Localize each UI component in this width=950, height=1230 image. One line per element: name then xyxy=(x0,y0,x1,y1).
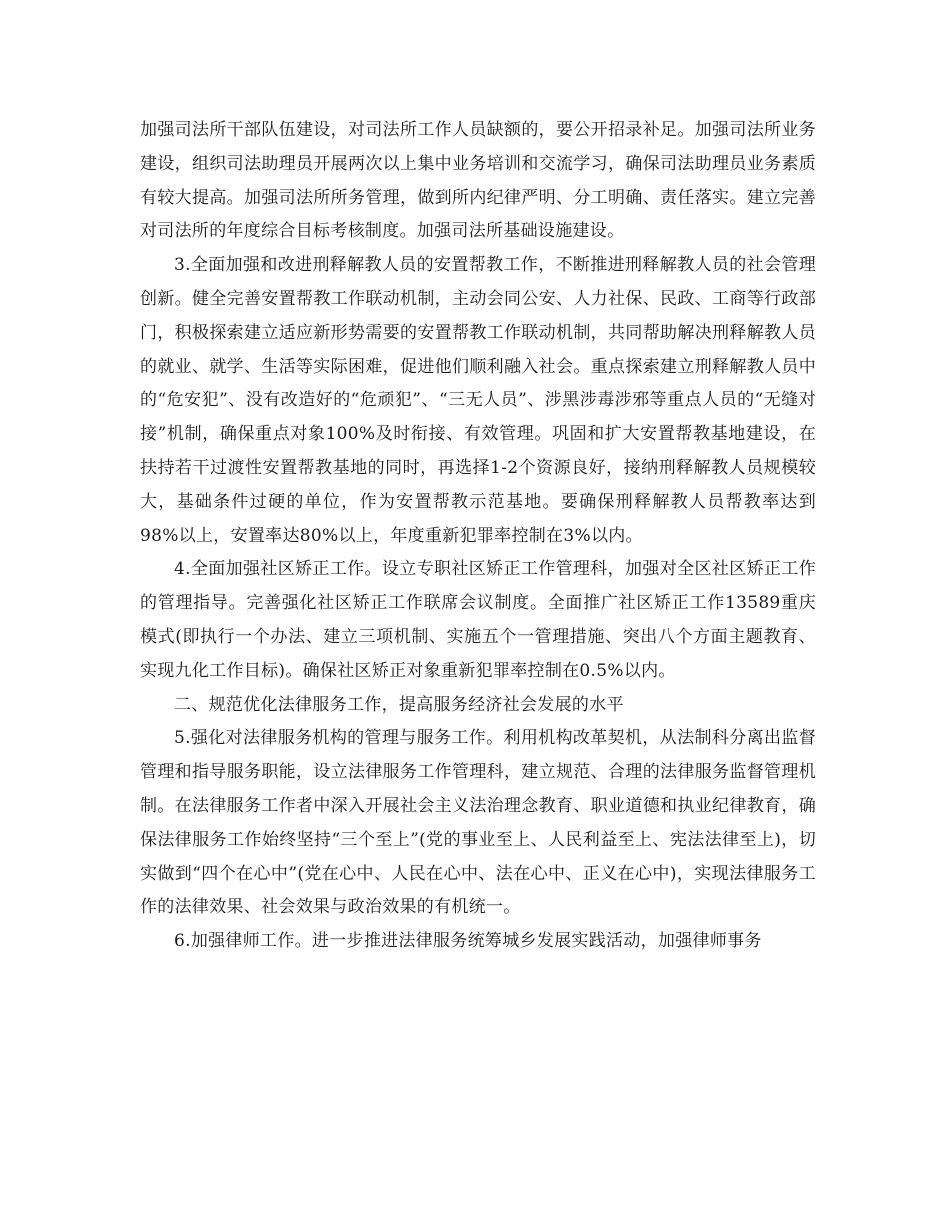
document-body xyxy=(140,114,816,959)
paragraph-item-4-community-correction: 4.全面加强社区矫正工作。设立专职社区矫正工作管理科，加强对全区社区矫正工作的管理指导。完善强化社区矫正工作联席会议制度。全面推广社区矫正工作13589重庆模式(即执行一个办法、建立三项机制、实施五个一管理措施、突出八个方面主题教育、实现九化工作目标)。确保社区矫正对象重新犯罪率控制在0.5%以内。 xyxy=(140,559,816,681)
paragraph-judicial-office-building: 加强司法所干部队伍建设，对司法所工作人员缺额的，要公开招录补足。加强司法所业务建设，组织司法助理员开展两次以上集中业务培训和交流学习，确保司法助理员业务素质有较大提高。加强司法所所务管理，做到所内纪律严明、分工明确、责任落实。建立完善对司法所的年度综合目标考核制度。加强司法所基础设施建设。 xyxy=(140,120,816,242)
paragraph-item-3-resettlement: 3.全面加强和改进刑释解教人员的安置帮教工作，不断推进刑释解教人员的社会管理创新。健全完善安置帮教工作联动机制，主动会同公安、人力社保、民政、工商等行政部门，积极探索建立适应新形势需要的安置帮教工作联动机制，共同帮助解决刑释解教人员的就业、就学、生活等实际困难，促进他们顺利融入社会。重点探索建立刑释解教人员中的“危安犯”、没有改造好的“危顽犯”、“三无人员”、涉黑涉毒涉邪等重点人员的“无缝对接”机制，确保重点对象100%及时衔接、有效管理。巩固和扩大安置帮教基地建设，在扶持若干过渡性安置帮教基地的同时，再选择1-2个资源良好，接纳刑释解教人员规模较大，基础条件过硬的单位，作为安置帮教示范基地。要确保刑释解教人员帮教率达到98%以上，安置率达80%以上，年度重新犯罪率控制在3%以内。 xyxy=(140,255,816,546)
section-heading-legal-services: 二、规范优化法律服务工作，提高服务经济社会发展的水平 xyxy=(174,694,624,715)
paragraph-item-6-lawyer-work: 6.加强律师工作。进一步推进法律服务统筹城乡发展实践活动，加强律师事务 xyxy=(174,931,762,952)
paragraph-item-5-legal-service-agencies: 5.强化对法律服务机构的管理与服务工作。利用机构改革契机，从法制科分离出监督管理和指导服务职能，设立法律服务工作管理科，建立规范、合理的法律服务监督管理机制。在法律服务工作者中深入开展社会主义法治理念教育、职业道德和执业纪律教育，确保法律服务工作始终坚持“三个至上”(党的事业至上、人民利益至上、宪法法律至上)，切实做到“四个在心中”(党在心中、人民在心中、法在心中、正义在心中)，实现法律服务工作的法律效果、社会效果与政治效果的有机统一。 xyxy=(140,728,816,918)
